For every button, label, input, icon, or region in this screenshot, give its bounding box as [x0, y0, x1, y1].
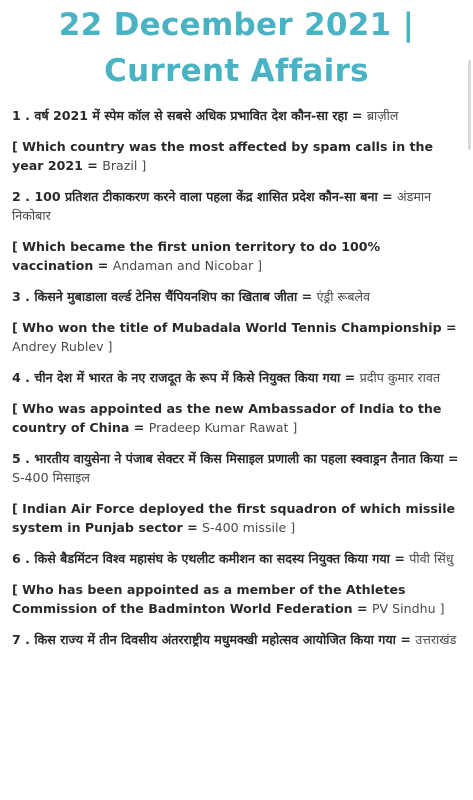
question-text: [ Which became the first union territory to do 100% vaccination =: [12, 239, 381, 273]
question-3-hindi: [12, 287, 459, 306]
question-text: 5 . भारतीय वायुसेना ने पंजाब सेक्टर में किस मिसाइल प्रणाली का पहला स्क्वाड्रन तैनात किया =: [12, 451, 459, 466]
answer-text: PV Sindhu ]: [371, 601, 445, 616]
page-title: [0, 0, 473, 94]
question-3-english: [12, 318, 459, 356]
question-text: 4 . चीन देश में भारत के नए राजदूत के रूप में किसे नियुक्त किया गया =: [12, 370, 360, 385]
question-1-hindi: [12, 106, 459, 125]
question-text: 7 . किस राज्य में तीन दिवसीय अंतरराष्ट्रीय मधुमक्खी महोत्सव आयोजित किया गया =: [12, 632, 416, 647]
answer-text: अंडमान निकोबार: [12, 189, 432, 223]
answer-text: ब्राज़ील: [366, 108, 399, 123]
question-2-hindi: [12, 187, 459, 225]
question-1-english: [12, 137, 459, 175]
question-text: 3 . किसने मुबाडाला वर्ल्ड टेनिस चैंपियनशिप का खिताब जीता =: [12, 289, 317, 304]
question-4-english: [12, 399, 459, 437]
question-text: 1 . वर्ष 2021 में स्पेम कॉल से सबसे अधिक प्रभावित देश कौन-सा रहा =: [12, 108, 367, 123]
answer-text: Andrey Rublev ]: [12, 339, 113, 354]
answer-text: प्रदीप कुमार रावत: [359, 370, 441, 385]
question-2-english: [12, 237, 459, 275]
question-text: [ Who won the title of Mubadala World Tennis Championship =: [12, 320, 457, 335]
question-text: [ Which country was the most affected by spam calls in the year 2021 =: [12, 139, 434, 173]
question-5-hindi: [12, 449, 459, 487]
question-5-english: [12, 499, 459, 537]
answer-text: Brazil ]: [102, 158, 147, 173]
question-6-hindi: [12, 549, 459, 568]
question-6-english: [12, 580, 459, 618]
answer-text: पीवी सिंधु: [409, 551, 454, 566]
question-7-hindi: [12, 630, 459, 649]
answer-text: Andaman and Nicobar ]: [112, 258, 263, 273]
question-text: [ Who has been appointed as a member of the Athletes Commission of the Badminton World Federation =: [12, 582, 406, 616]
answer-text: एंड्री रूबलेव: [316, 289, 371, 304]
title-subtitle: Current Affairs: [104, 53, 369, 89]
scrollbar[interactable]: [468, 60, 471, 150]
question-text: [ Who was appointed as the new Ambassador of India to the country of China =: [12, 401, 442, 435]
answer-text: उत्तराखंड: [415, 632, 457, 647]
question-text: [ Indian Air Force deployed the first squadron of which missile system in Punjab sector =: [12, 501, 456, 535]
question-list: [0, 106, 473, 649]
question-4-hindi: [12, 368, 459, 387]
answer-text: S-400 missile ]: [202, 520, 296, 535]
title-date: 22 December 2021 |: [58, 7, 415, 43]
answer-text: S-400 मिसाइल: [12, 470, 90, 485]
question-text: 2 . 100 प्रतिशत टीकाकरण करने वाला पहला केंद्र शासित प्रदेश कौन-सा बना =: [12, 189, 398, 204]
question-text: 6 . किसे बैडमिंटन विश्व महासंघ के एथलीट कमीशन का सदस्य नियुक्त किया गया =: [12, 551, 410, 566]
answer-text: Pradeep Kumar Rawat ]: [148, 420, 298, 435]
